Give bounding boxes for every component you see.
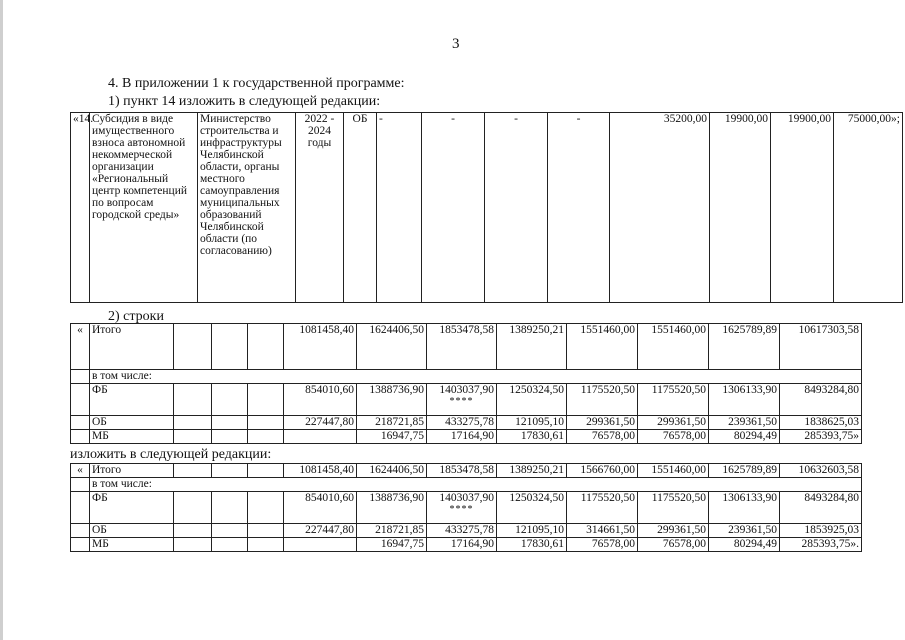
dash-cell: - bbox=[485, 113, 548, 303]
table-row bbox=[71, 492, 862, 524]
value-cell: 1388736,90 bbox=[357, 492, 427, 524]
value-cell: 76578,00 bbox=[638, 430, 709, 444]
table-row bbox=[71, 464, 862, 478]
value-cell: 227447,80 bbox=[284, 524, 357, 538]
row-label: Итого bbox=[90, 464, 174, 478]
value-cell: 239361,50 bbox=[709, 524, 780, 538]
footnote-mark: **** bbox=[449, 396, 474, 407]
table-row bbox=[71, 370, 862, 384]
table-row bbox=[71, 416, 862, 430]
years-cell: 2022 - 2024 годы bbox=[296, 113, 344, 303]
row-label: МБ bbox=[90, 538, 174, 552]
table-row bbox=[71, 113, 903, 303]
row-label: МБ bbox=[90, 430, 174, 444]
value-cell: 433275,78 bbox=[427, 524, 497, 538]
value-cell: 1838625,03 bbox=[780, 416, 862, 430]
value-cell: 433275,78 bbox=[427, 416, 497, 430]
item-3-text: изложить в следующей редакции: bbox=[70, 447, 272, 462]
value-cell: 299361,50 bbox=[567, 416, 638, 430]
value-cell: 1081458,40 bbox=[284, 464, 357, 478]
dash-cell: - bbox=[377, 113, 422, 303]
value-cell: 285393,75» bbox=[780, 430, 862, 444]
value-cell: 1403037,90 **** bbox=[427, 384, 497, 416]
value-cell: 17164,90 bbox=[427, 538, 497, 552]
dash-cell: - bbox=[548, 113, 610, 303]
value-cell: 1551460,00 bbox=[638, 464, 709, 478]
measure-name-cell: Субсидия в виде имущественного взноса автономной некоммерческой организации «Региональный центр компетенций по вопросам городской среды» bbox=[90, 113, 198, 303]
value-cell bbox=[284, 430, 357, 444]
value-cell: 239361,50 bbox=[709, 416, 780, 430]
table-row bbox=[71, 324, 862, 370]
value-cell: 1388736,90 bbox=[357, 384, 427, 416]
value-cell: 1175520,50 bbox=[638, 492, 709, 524]
value-cell: 1624406,50 bbox=[357, 324, 427, 370]
value-cell: 218721,85 bbox=[357, 416, 427, 430]
value-cell: 1403037,90 **** bbox=[427, 492, 497, 524]
value-cell: 1250324,50 bbox=[497, 384, 567, 416]
value-cell: 17830,61 bbox=[497, 538, 567, 552]
quote-cell: « bbox=[71, 324, 90, 370]
value-cell: 314661,50 bbox=[567, 524, 638, 538]
value-cell: 1175520,50 bbox=[567, 492, 638, 524]
value-cell: 76578,00 bbox=[567, 538, 638, 552]
value-cell: 1566760,00 bbox=[567, 464, 638, 478]
item-2-text: 2) строки bbox=[108, 309, 164, 324]
value-cell: 80294,49 bbox=[709, 430, 780, 444]
old-rows-table bbox=[70, 323, 862, 444]
table-row bbox=[71, 524, 862, 538]
value-cell: 19900,00 bbox=[771, 113, 834, 303]
value-cell: 1853478,58 bbox=[427, 324, 497, 370]
value-cell: 1624406,50 bbox=[357, 464, 427, 478]
table-row bbox=[71, 478, 862, 492]
row-label: ОБ bbox=[90, 416, 174, 430]
row-label: Итого bbox=[90, 324, 174, 370]
new-rows-table bbox=[70, 463, 862, 552]
quote-cell: « bbox=[71, 464, 90, 478]
value-cell: 80294,49 bbox=[709, 538, 780, 552]
value-cell: 16947,75 bbox=[357, 430, 427, 444]
value-cell: 8493284,80 bbox=[780, 492, 862, 524]
value-cell: 1081458,40 bbox=[284, 324, 357, 370]
value-cell: 1551460,00 bbox=[638, 324, 709, 370]
row-label: ФБ bbox=[90, 492, 174, 524]
value-cell: 1306133,90 bbox=[709, 384, 780, 416]
value-cell: 1625789,89 bbox=[709, 464, 780, 478]
value-cell: 1175520,50 bbox=[638, 384, 709, 416]
item-1-text: 1) пункт 14 изложить в следующей редакции: bbox=[108, 94, 381, 109]
value-cell: 227447,80 bbox=[284, 416, 357, 430]
value-cell: 854010,60 bbox=[284, 384, 357, 416]
dash-cell: - bbox=[422, 113, 485, 303]
value-cell: 35200,00 bbox=[610, 113, 710, 303]
value-cell: 1389250,21 bbox=[497, 464, 567, 478]
table-row bbox=[71, 384, 862, 416]
footnote-mark: **** bbox=[449, 504, 474, 515]
executor-cell: Министерство строительства и инфраструктуры Челябинской области, органы местного самоуправления муниципальных образований Челябинской области (по согласованию) bbox=[198, 113, 296, 303]
value-cell bbox=[284, 538, 357, 552]
value-cell: 17164,90 bbox=[427, 430, 497, 444]
row-label: ОБ bbox=[90, 524, 174, 538]
value-cell: 1551460,00 bbox=[567, 324, 638, 370]
table-row bbox=[71, 538, 862, 552]
subheading-cell: в том числе: bbox=[90, 370, 862, 384]
section-heading: 4. В приложении 1 к государственной программе: bbox=[108, 76, 405, 91]
value-cell: 10632603,58 bbox=[780, 464, 862, 478]
row-14-table bbox=[70, 112, 903, 303]
value-cell: 76578,00 bbox=[638, 538, 709, 552]
value-cell: 19900,00 bbox=[710, 113, 771, 303]
value-cell: 121095,10 bbox=[497, 524, 567, 538]
value-cell: 10617303,58 bbox=[780, 324, 862, 370]
value-cell: 8493284,80 bbox=[780, 384, 862, 416]
value-cell: 1625789,89 bbox=[709, 324, 780, 370]
value-cell: 1853478,58 bbox=[427, 464, 497, 478]
value-cell: 218721,85 bbox=[357, 524, 427, 538]
table-row bbox=[71, 430, 862, 444]
value-cell: 75000,00»; bbox=[834, 113, 903, 303]
value-cell: 854010,60 bbox=[284, 492, 357, 524]
value-cell: 1389250,21 bbox=[497, 324, 567, 370]
value-cell: 1250324,50 bbox=[497, 492, 567, 524]
value-cell: 299361,50 bbox=[638, 524, 709, 538]
value-cell: 285393,75». bbox=[780, 538, 862, 552]
value-cell: 1853925,03 bbox=[780, 524, 862, 538]
value-cell: 17830,61 bbox=[497, 430, 567, 444]
value-cell: 299361,50 bbox=[638, 416, 709, 430]
source-cell: ОБ bbox=[344, 113, 377, 303]
value-cell: 1306133,90 bbox=[709, 492, 780, 524]
row-label: ФБ bbox=[90, 384, 174, 416]
value-cell: 1175520,50 bbox=[567, 384, 638, 416]
subheading-cell: в том числе: bbox=[90, 478, 862, 492]
row-number-cell: «14. bbox=[71, 113, 90, 303]
value-cell: 16947,75 bbox=[357, 538, 427, 552]
page-number: 3 bbox=[452, 36, 460, 52]
value-cell: 121095,10 bbox=[497, 416, 567, 430]
scan-edge bbox=[0, 0, 3, 640]
value-cell: 76578,00 bbox=[567, 430, 638, 444]
